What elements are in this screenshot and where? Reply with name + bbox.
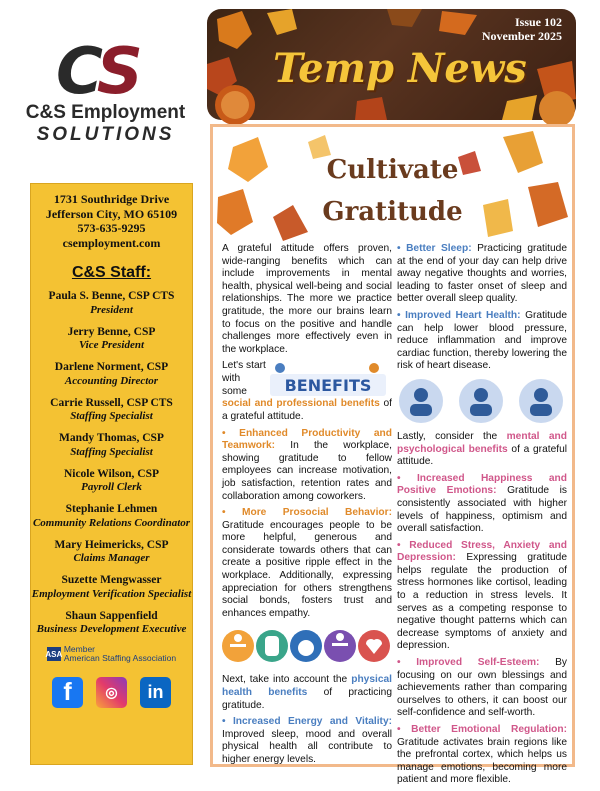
staff-role: Employment Verification Specialist [31,587,192,600]
staff-member [31,397,192,424]
health-icons-strip [222,624,390,668]
staff-name: Stephanie Lehmen [65,503,158,515]
staff-member [31,468,192,495]
emotional-regulation-heading: • Better Emotional Regulation: [397,724,567,735]
last-tail: of a grateful attitude. [397,443,568,468]
social-benefits-highlight: social and professional benefits [222,398,380,410]
benefits-label: BENEFITS [284,376,372,396]
social-benefits-tail: of a grateful attitude. [222,398,392,422]
emotional-regulation-text: Gratitude activates brain regions like the prefrontal cortex, which helps us manage emotions, becoming more patient and more flexible. [397,736,567,786]
energy-text: Improved sleep, mood and overall physical health all contribute to higher energy levels. [222,728,392,765]
instagram-icon[interactable]: ◎ [96,677,127,708]
issue-info [482,15,562,43]
staff-name: Mandy Thomas, CSP [59,432,164,444]
logo-line1: C&S Employment [25,102,186,123]
mental-health-icons [397,377,565,425]
staff-role: Vice President [78,339,145,351]
energy-heading: • Increased Energy and Vitality: [222,716,392,728]
company-address [31,192,192,250]
staff-member [31,361,192,388]
stress-text: Expressing gratitude helps regulate the production of stress hormones like cortisol, leading to a reduction in stress levels. It serves as a competing response to negative thought patterns which can decrease symptoms of anxiety and depression. [397,552,567,652]
newsletter-title: Temp News [273,45,527,92]
sleep-heading: • Better Sleep: [397,243,472,254]
staff-name: Darlene Norment, CSP [54,361,169,373]
next-tail: of practicing gratitude. [222,687,392,711]
asa-membership-logo [31,645,192,663]
staff-member [31,503,192,530]
staff-heading: C&S Staff: [71,264,152,281]
stress-heading: • Reduced Stress, Anxiety and Depression: [397,539,567,564]
prosocial-heading: • More Prosocial Behavior: [222,507,392,519]
prosocial-text: Gratitude encourages people to be more helpful, generous and considerate towards others that can create a positive ripple effect in the workplace. Additionally, expressing appreciation for others strengthens social bonds, fosters trust and enhances empathy. [222,519,392,619]
staff-member [31,432,192,459]
staff-name: Suzette Mengwasser [61,574,162,586]
article-title-line1: Cultivate [326,155,459,185]
article-panel [210,124,575,786]
staff-role: Claims Manager [73,552,150,564]
asa-member: Member [63,644,96,654]
staff-name: Paula S. Benne, CSP CTS [48,290,175,302]
staff-member [31,326,192,353]
last-text: Lastly, consider the [397,430,507,442]
happiness-text: Gratitude is consistently associated with higher levels of happiness, optimism and overall satisfaction. [397,485,567,535]
physical-benefits-highlight: physical health benefits [222,674,392,699]
staff-role: Accounting Director [64,374,159,387]
staff-member [31,539,192,566]
article-column-left [222,243,392,771]
facebook-icon[interactable]: f [52,677,83,708]
intro-paragraph: A grateful attitude offers proven, wide-ranging benefits which can include improvements in mental health, physical well-being and social relationships. The more we practice gratitude, the more our brains learn to focus on the positive and handle challenges more effectively even in the workplace. [222,243,392,355]
self-esteem-text: By focusing on our own blessings and achievements rather than comparing ourselves to others, it can boost our self-confidence and self-worth. [397,657,567,719]
asa-name: American Staffing Association [63,653,177,663]
logo-initials [56,35,139,109]
productivity-heading: • Enhanced Productivity and Teamwork: [222,427,392,452]
benefits-illustration [266,360,390,398]
happiness-heading: • Increased Happiness and Positive Emotions: [397,472,567,497]
issue-date: November 2025 [481,29,562,43]
mental-benefits-highlight: mental and psychological benefits [397,430,567,455]
staff-member [31,290,192,317]
linkedin-icon[interactable]: in [140,677,171,708]
article-hero [213,127,572,241]
next-text: Next, take into account the [222,674,352,686]
address-phone: 573-635-9295 [77,221,146,235]
staff-role: Business Development Executive [36,623,187,635]
staff-name: Nicole Wilson, CSP [63,467,160,480]
staff-role: Payroll Clerk [81,481,142,493]
logo-line2: SOLUTIONS [36,124,175,145]
article-title-line2: Gratitude [322,197,463,227]
benefits-intro-row [222,360,392,398]
staff-name: Jerry Benne, CSP [67,325,156,338]
staff-name: Mary Heimericks, CSP [54,538,169,551]
heart-heading: • Improved Heart Health: [397,309,521,321]
address-street: 1731 Southridge Drive [53,192,170,206]
productivity-text: In the workplace, showing gratitude to fellow employees can increase motivation, job satisfaction, retention rates and collaboration among coworkers. [222,440,392,502]
temp-news-banner [207,9,576,120]
social-links [31,677,192,708]
staff-member [31,574,192,601]
address-city: Jefferson City, MO 65109 [45,206,178,221]
heart-text: Gratitude can help lower blood pressure, reduce inflammation and improve cardiac function, thereby lowering the risk of heart disease. [397,309,567,372]
staff-role: Staffing Specialist [70,410,153,422]
staff-member [31,610,192,637]
company-logo [18,36,188,148]
staff-role: Staffing Specialist [70,445,153,458]
asa-mark-icon: ASA [47,647,61,661]
asa-text [64,645,176,663]
sleep-text: Practicing gratitude at the end of your day can help drive away negative thoughts and worries, leading to faster onset of sleep and better overall sleep quality. [397,243,567,305]
contact-sidebar [30,183,193,765]
self-esteem-heading: • Improved Self-Esteem: [397,657,540,669]
article-column-right [397,243,567,791]
issue-number: Issue 102 [514,15,562,29]
staff-role: Community Relations Coordinator [32,516,191,529]
logo-s: S [96,35,139,109]
start-text: Let's start with some [222,360,266,397]
staff-name: Shaun Sappenfield [65,609,158,622]
staff-name: Carrie Russell, CSP CTS [50,396,173,409]
logo-c: C [56,35,97,109]
staff-role: President [90,303,133,316]
address-website[interactable]: csemployment.com [62,235,161,250]
